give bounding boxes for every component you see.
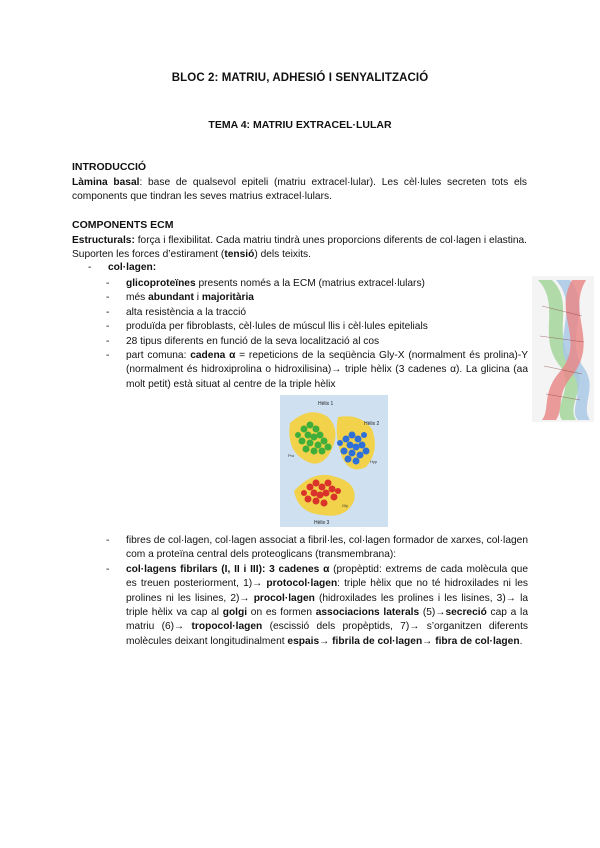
list-item <box>106 534 528 563</box>
list-item <box>106 349 529 392</box>
item-text: part comuna: <box>126 350 191 362</box>
list-item <box>106 563 529 649</box>
list-dash: - <box>106 306 110 318</box>
term-protocollagen: protocol·lagen <box>266 578 338 590</box>
chapter-title: TEMA 4: MATRIU EXTRACEL·LULAR <box>208 119 392 131</box>
term-tropocollagen: tropocol·lagen <box>191 621 263 633</box>
term-tensio: tensió <box>224 249 255 261</box>
components-paragraph <box>72 234 527 262</box>
term-golgi: golgi <box>222 607 248 619</box>
item-text: més <box>126 292 149 304</box>
term-abundant: abundant <box>148 292 194 304</box>
list-dash: - <box>106 535 110 546</box>
term-fibrila: fibrila de col·lagen <box>332 635 423 647</box>
list-dash: - <box>106 335 110 347</box>
ribbon-svg <box>532 276 594 422</box>
components-heading: COMPONENTS ECM <box>72 219 174 231</box>
item-text: cap a la matriu (6)→ <box>126 607 528 633</box>
helix2-label: Hèlix 2 <box>364 421 380 427</box>
item-text: (propèptid: extrems de cada molècula que es treuen posteriorment, 1)→ <box>126 563 529 590</box>
residue-label-pro: Pro <box>288 453 295 458</box>
item-text: = repeticions de la seqüència Gly-X (normalment és prolina)-Y (normalment és hidroxiprolina o hidroxilisina)→ triple hèlix (3 cadenes α). La glicina (aa molt petit) està situat al centre de la triple hèlix <box>126 350 529 390</box>
triple-helix-ribbon-image <box>532 276 594 422</box>
term-lamina-basal: Làmina basal <box>72 177 140 188</box>
term-glicoproteines: glicoproteïnes <box>126 278 196 289</box>
term-espais: espais <box>287 635 320 647</box>
list-dash: - <box>106 321 110 333</box>
item-text: . <box>519 635 523 647</box>
item-text: produïda per fibroblasts, cèl·lules de múscul llis i cèl·lules epitelials <box>126 321 428 333</box>
list-dash: - <box>106 350 110 362</box>
term-estructurals: Estructurals: <box>72 235 135 246</box>
list-dash: - <box>106 563 110 575</box>
collagen-sublist-continued <box>106 534 529 649</box>
triple-helix-diagram <box>280 395 388 527</box>
term-procollagen: procol·lagen <box>253 592 315 604</box>
helix1-label: Hèlix 1 <box>318 401 334 407</box>
item-text: alta resistència a la tracció <box>126 306 247 318</box>
item-text: (5)→ <box>419 607 446 619</box>
residue-label-gly: Gly <box>342 503 348 508</box>
intro-text: : base de qualsevol epiteli (matriu extracel·lular). Les cèl·lules secreten tots els components que tindran les seves matrius extracel·lulars. <box>72 177 527 203</box>
item-text: i <box>193 292 202 304</box>
intro-paragraph <box>72 176 527 204</box>
residue-label-hyp: Hyp <box>370 459 378 464</box>
intro-heading: INTRODUCCIÓ <box>72 161 147 173</box>
term-cadena-alfa: cadena α <box>190 350 236 362</box>
list-dash: - <box>88 262 92 273</box>
components-text-1: força i flexibilitat. Cada matriu tindrà unes proporcions diferents de col·lagen i elastina. Suporten les forces d’estirament ( <box>72 235 527 261</box>
term-secrecio: secreció <box>445 607 487 619</box>
list-item <box>106 291 528 305</box>
helix3-label: Hèlix 3 <box>314 520 330 526</box>
item-text: presents només a la ECM (matrius extracel·lulars) <box>195 278 425 289</box>
list-item <box>106 306 528 320</box>
list-item <box>106 335 528 349</box>
collagen-list-item <box>90 262 156 273</box>
term-associacions-laterals: associacions laterals <box>315 607 420 619</box>
item-text: 28 tipus diferents en funció de la seva localització al cos <box>126 335 380 347</box>
list-item <box>106 277 528 291</box>
list-dash: - <box>106 292 110 304</box>
item-text: → <box>319 635 333 647</box>
list-item <box>106 320 528 334</box>
item-text: → <box>422 635 436 647</box>
triple-helix-svg <box>280 395 388 527</box>
item-text: : triple hèlix que no té hidroxilades ni les prolines ni les lisines, 2)→ <box>126 578 528 604</box>
list-dash: - <box>106 278 110 289</box>
item-text: fibres de col·lagen, col·lagen associat a fibril·les, col·lagen formador de xarxes, col·lagen com a proteïna central dels proteoglicans (transmembrana): <box>126 535 528 561</box>
term-majoritaria: majoritària <box>201 292 254 304</box>
collagen-label: col·lagen: <box>108 262 157 273</box>
term-collagens-fibrilars: col·lagens fibrilars (I, II i III): 3 cadenes α <box>126 563 330 575</box>
components-text-2: ) dels teixits. <box>254 249 311 261</box>
item-text: on es formen <box>247 607 316 619</box>
document-title: BLOC 2: MATRIU, ADHESIÓ I SENYALITZACIÓ <box>171 72 429 84</box>
item-text: (hidroxilades les prolines i les lisines, 3)→ la triple hèlix va cap al <box>126 592 528 619</box>
item-text: (escissió dels propèptids, 7)→ s’organitzen diferents molècules deixant longitudinalment <box>126 621 528 647</box>
collagen-sublist <box>106 277 529 392</box>
term-fibra: fibra de col·lagen <box>435 635 520 647</box>
